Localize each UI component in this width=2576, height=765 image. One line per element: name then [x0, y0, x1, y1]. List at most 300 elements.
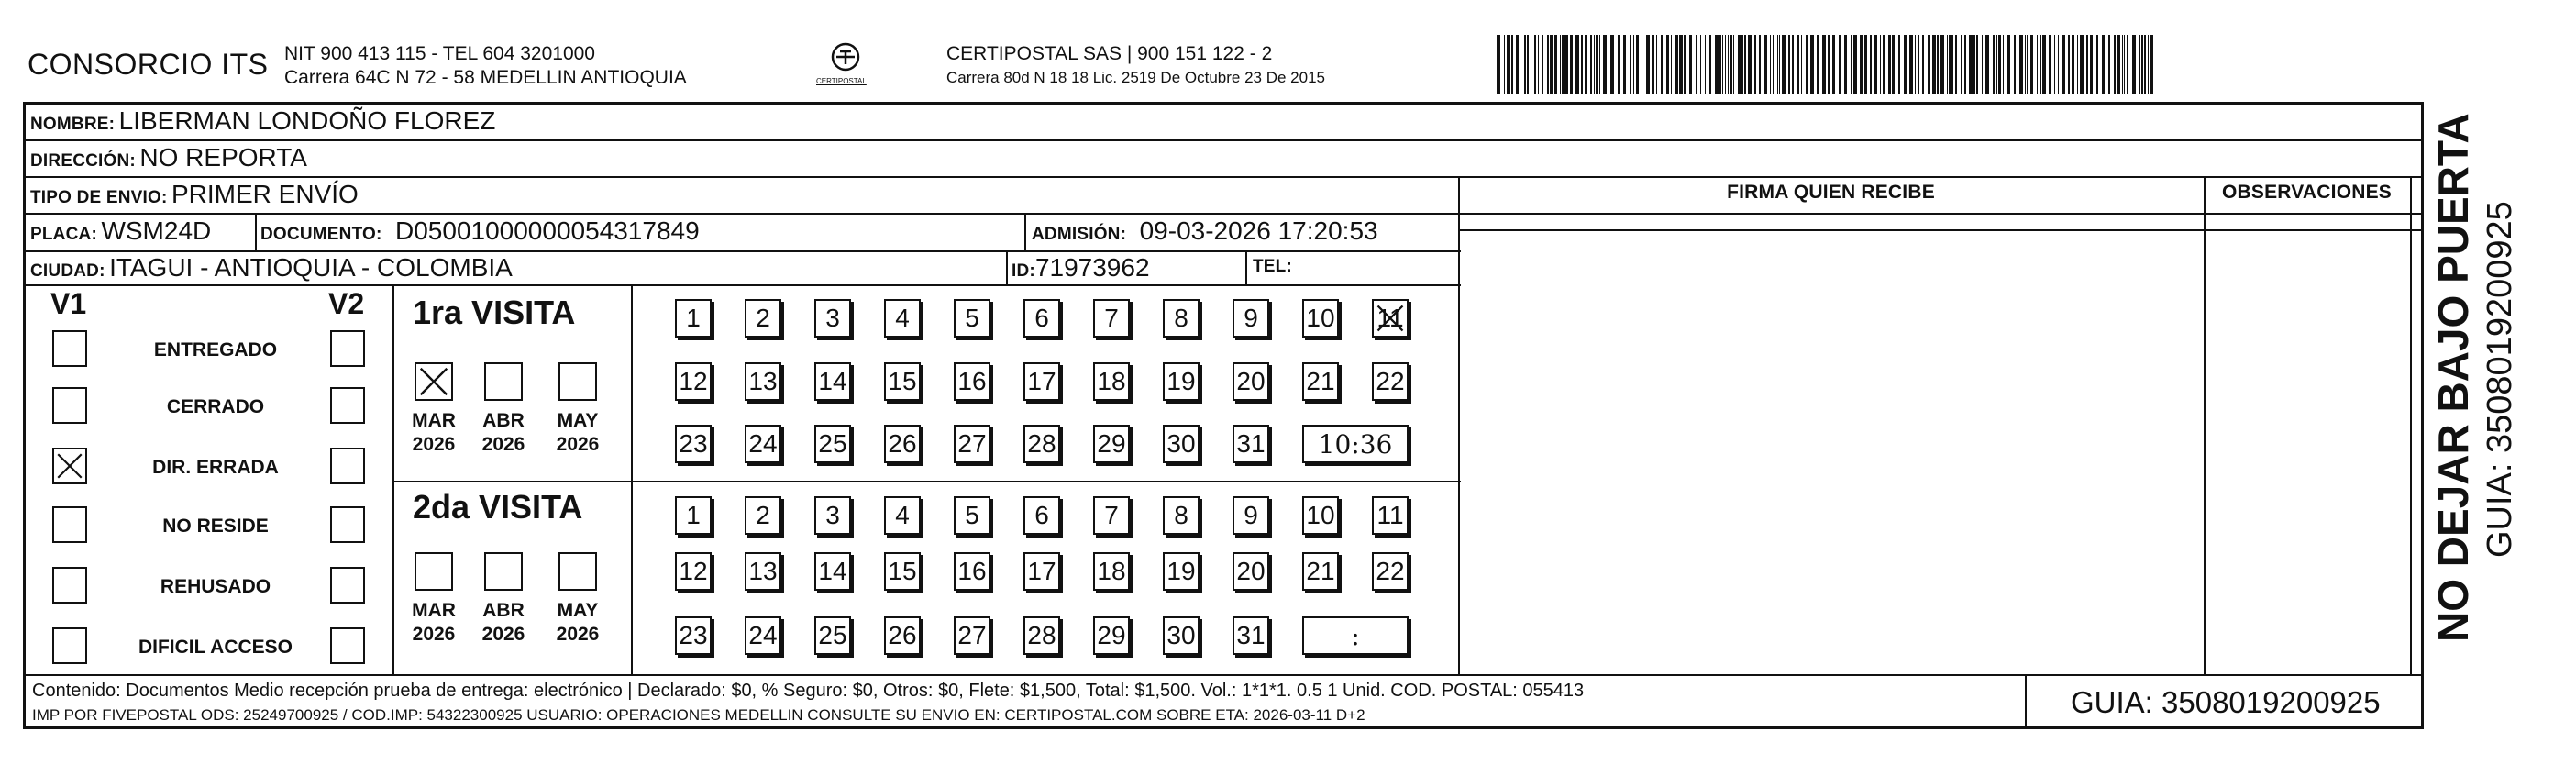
- admision-label: ADMISIÓN:: [1032, 225, 1127, 244]
- row-divider: [1458, 229, 2424, 231]
- second-visit-day[interactable]: 8: [1163, 496, 1200, 535]
- barcode-bar: [2007, 35, 2010, 94]
- status-label: NO RESIDE: [162, 516, 269, 537]
- barcode-bar: [1969, 35, 1973, 94]
- second-visit-day[interactable]: 20: [1233, 552, 1269, 591]
- barcode-bar: [1770, 35, 1771, 94]
- first-visit-day[interactable]: 24: [745, 425, 781, 463]
- second-visit-month-checkbox[interactable]: [415, 552, 453, 591]
- barcode-bar: [2096, 35, 2098, 94]
- month-label: ABR: [482, 600, 525, 621]
- v1-checkbox[interactable]: [52, 627, 87, 664]
- ciudad-row: [30, 253, 513, 283]
- first-visit-day[interactable]: 19: [1163, 362, 1200, 401]
- year-label: 2026: [481, 434, 525, 455]
- company-name: CONSORCIO ITS: [28, 48, 269, 81]
- barcode-bar: [1947, 35, 1948, 94]
- footer-divider: [23, 674, 2424, 676]
- barcode-bar: [1633, 35, 1634, 94]
- second-visit-day[interactable]: 27: [954, 616, 990, 655]
- row-divider: [23, 284, 1461, 286]
- v2-checkbox[interactable]: [330, 448, 365, 484]
- barcode-bar: [1993, 35, 1995, 94]
- col-divider: [631, 284, 633, 674]
- barcode-bar: [1675, 35, 1678, 94]
- row-divider: [23, 176, 2424, 178]
- footer-content-line: Contenido: Documentos Medio recepción prueba de entrega: electrónico | Declarado: $0, % Seguro: $0, Otros: $0, Flete: $1,500, Total: $1,500. Vol.: 1*1*1. 0.5 1 Unid. COD. POSTAL: 055413: [32, 681, 1585, 701]
- barcode-bar: [1892, 35, 1895, 94]
- col-divider: [1458, 176, 1460, 674]
- barcode-bar: [2114, 35, 2116, 94]
- barcode-bar: [1870, 35, 1872, 94]
- col-divider: [1006, 250, 1008, 284]
- barcode-bar: [1976, 35, 1978, 94]
- barcode-bar: [1828, 35, 1830, 94]
- first-visit-day[interactable]: 6: [1023, 299, 1060, 338]
- barcode-bar: [2141, 35, 2143, 94]
- barcode-bar: [1728, 35, 1729, 94]
- year-label: 2026: [556, 434, 600, 455]
- month-label: MAY: [557, 410, 599, 431]
- first-visit-day[interactable]: 1: [675, 299, 712, 338]
- visit-divider: [392, 481, 1461, 482]
- id-cell: [1012, 253, 1150, 283]
- month-label: MAR: [412, 410, 456, 431]
- barcode-bar: [1853, 35, 1857, 94]
- v1-checkbox[interactable]: [52, 387, 87, 424]
- second-visit-day[interactable]: 6: [1023, 496, 1060, 535]
- status-label: CERRADO: [166, 396, 265, 417]
- second-visit-day[interactable]: 22: [1372, 552, 1409, 591]
- barcode-bar: [1679, 35, 1683, 94]
- id-label: ID:: [1012, 261, 1035, 281]
- barcode-bar: [1741, 35, 1743, 94]
- second-visit-day[interactable]: 26: [884, 616, 921, 655]
- barcode-bar: [1560, 35, 1561, 94]
- second-visit-day[interactable]: 25: [814, 616, 851, 655]
- barcode-bar: [1773, 35, 1774, 94]
- second-visit-day[interactable]: 1: [675, 496, 712, 535]
- second-visit-day[interactable]: 4: [884, 496, 921, 535]
- barcode-bar: [1684, 35, 1686, 94]
- nit-line: NIT 900 413 115 - TEL 604 3201000: [284, 43, 595, 64]
- barcode-bar: [1709, 35, 1711, 94]
- barcode-bar: [1497, 35, 1500, 94]
- barcode-bar: [2027, 35, 2028, 94]
- barcode-bar: [1738, 35, 1741, 94]
- v1-header: V1: [50, 287, 87, 320]
- barcode-bar: [1733, 35, 1734, 94]
- first-visit-month-checkbox[interactable]: [558, 362, 597, 401]
- second-visit-title: 2da VISITA: [413, 488, 583, 526]
- barcode-bar: [1722, 35, 1723, 94]
- barcode-bar: [1623, 35, 1626, 94]
- barcode-bar: [1596, 35, 1598, 94]
- v2-checkbox[interactable]: [330, 330, 365, 367]
- logo-caption: CERTIPOSTAL: [816, 77, 867, 85]
- barcode-bar: [1839, 35, 1841, 94]
- first-visit-day[interactable]: 12: [675, 362, 712, 401]
- barcode-bar: [1730, 35, 1732, 94]
- barcode-bar: [2132, 35, 2136, 94]
- first-visit-day[interactable]: 28: [1023, 425, 1060, 463]
- barcode-bar: [1982, 35, 1983, 94]
- documento-cell: [260, 216, 700, 246]
- first-visit-time[interactable]: 10:36: [1302, 425, 1409, 463]
- barcode-bar: [1744, 35, 1746, 94]
- second-visit-day[interactable]: 21: [1302, 552, 1339, 591]
- second-visit-time[interactable]: :: [1302, 616, 1409, 655]
- barcode-bar: [1832, 35, 1835, 94]
- first-visit-day[interactable]: 27: [954, 425, 990, 463]
- address-line: Carrera 64C N 72 - 58 MEDELLIN ANTIOQUIA: [284, 67, 687, 88]
- barcode-bar: [1806, 35, 1808, 94]
- second-visit-day[interactable]: 12: [675, 552, 712, 591]
- barcode-bar: [1700, 35, 1701, 94]
- second-visit-day[interactable]: 29: [1093, 616, 1130, 655]
- barcode-bar: [1779, 35, 1780, 94]
- second-visit-day[interactable]: 19: [1163, 552, 1200, 591]
- barcode-bar: [1564, 35, 1568, 94]
- first-visit-day[interactable]: 13: [745, 362, 781, 401]
- second-visit-day[interactable]: 11: [1372, 496, 1409, 535]
- col-divider: [392, 284, 394, 674]
- col-divider: [2204, 176, 2206, 674]
- barcode-bar: [1594, 35, 1595, 94]
- barcode-bar: [1542, 35, 1543, 94]
- barcode-bar: [2124, 35, 2125, 94]
- v1-checkbox[interactable]: [52, 448, 87, 484]
- second-visit-day[interactable]: 31: [1233, 616, 1269, 655]
- barcode-bar: [1630, 35, 1631, 94]
- barcode-bar: [1788, 35, 1790, 94]
- x-mark-icon: [416, 364, 451, 399]
- first-visit-day[interactable]: 2: [745, 299, 781, 338]
- second-visit-day[interactable]: 30: [1163, 616, 1200, 655]
- second-visit-day[interactable]: 16: [954, 552, 990, 591]
- ciudad-label: CIUDAD:: [30, 261, 105, 281]
- barcode-bar: [1797, 35, 1799, 94]
- certipostal-info: [946, 42, 1325, 90]
- barcode-bar: [2086, 35, 2088, 94]
- barcode-bar: [1932, 35, 1936, 94]
- barcode-bar: [1961, 35, 1962, 94]
- v1-checkbox[interactable]: [52, 567, 87, 604]
- barcode-bar: [1904, 35, 1907, 94]
- barcode-bar: [1940, 35, 1944, 94]
- first-visit-day[interactable]: 11: [1372, 299, 1409, 338]
- barcode-bar: [1782, 35, 1786, 94]
- year-label: 2026: [412, 434, 456, 455]
- barcode-bar: [1656, 35, 1657, 94]
- first-visit-day[interactable]: 25: [814, 425, 851, 463]
- company-info: [284, 42, 687, 90]
- barcode-bar: [2030, 35, 2033, 94]
- certipostal-line: CERTIPOSTAL SAS | 900 151 122 - 2: [946, 43, 1273, 64]
- barcode-bar: [1554, 35, 1557, 94]
- first-visit-day[interactable]: 18: [1093, 362, 1130, 401]
- barcode-bar: [1996, 35, 1997, 94]
- barcode-bar: [1844, 35, 1847, 94]
- barcode-bar: [1590, 35, 1592, 94]
- barcode-bar: [1874, 35, 1877, 94]
- v2-checkbox[interactable]: [330, 627, 365, 664]
- barcode-bar: [2042, 35, 2046, 94]
- year-label: 2026: [556, 624, 600, 645]
- v2-checkbox[interactable]: [330, 506, 365, 543]
- barcode-bar: [1661, 35, 1663, 94]
- tipo-row: [30, 180, 359, 209]
- first-visit-day[interactable]: 20: [1233, 362, 1269, 401]
- second-visit-day[interactable]: 24: [745, 616, 781, 655]
- v2-header: V2: [328, 287, 365, 320]
- barcode-bar: [2058, 35, 2059, 94]
- barcode-bar: [1915, 35, 1916, 94]
- year-label: 2026: [481, 624, 525, 645]
- placa-value: WSM24D: [101, 216, 212, 245]
- barcode-bar: [1570, 35, 1573, 94]
- second-visit-day[interactable]: 28: [1023, 616, 1060, 655]
- second-visit-day[interactable]: 17: [1023, 552, 1060, 591]
- barcode-bar: [1928, 35, 1930, 94]
- barcode-bar: [1964, 35, 1966, 94]
- x-mark-icon: [1374, 301, 1407, 336]
- barcode-bar: [1527, 35, 1529, 94]
- barcode-bar: [1618, 35, 1620, 94]
- barcode-bar: [2150, 35, 2153, 94]
- firma-header: FIRMA QUIEN RECIBE: [1727, 182, 1935, 203]
- first-visit-month-checkbox[interactable]: [415, 362, 453, 401]
- nombre-value: LIBERMAN LONDOÑO FLOREZ: [118, 106, 496, 135]
- barcode-bar: [2049, 35, 2051, 94]
- first-visit-title: 1ra VISITA: [413, 294, 576, 331]
- first-visit-day[interactable]: 4: [884, 299, 921, 338]
- barcode-bar: [1883, 35, 1885, 94]
- barcode-bar: [1646, 35, 1650, 94]
- barcode-bar: [1764, 35, 1767, 94]
- id-value: 71973962: [1034, 253, 1150, 282]
- second-visit-month-checkbox[interactable]: [558, 552, 597, 591]
- barcode-bar: [1581, 35, 1583, 94]
- first-visit-day[interactable]: 16: [954, 362, 990, 401]
- second-visit-day[interactable]: 3: [814, 496, 851, 535]
- first-visit-day[interactable]: 29: [1093, 425, 1130, 463]
- row-divider: [23, 139, 2424, 141]
- barcode-bar: [1599, 35, 1600, 94]
- barcode-bar: [1550, 35, 1553, 94]
- barcode-bar: [1671, 35, 1672, 94]
- nombre-row: [30, 106, 495, 136]
- certipostal-logo-icon: [825, 39, 866, 83]
- barcode-bar: [1898, 35, 1900, 94]
- footer-imp-line: IMP POR FIVEPOSTAL ODS: 25249700925 / COD.IMP: 54322300925 USUARIO: OPERACIONES MEDELLIN CONSULTE SU ENVIO EN: CERTIPOSTAL.COM SOBRE ETA: 2026-03-11 D+2: [32, 706, 1365, 724]
- barcode-bar: [1636, 35, 1639, 94]
- barcode-bar: [2127, 35, 2128, 94]
- placa-label: PLACA:: [30, 225, 97, 244]
- first-visit-day[interactable]: 21: [1302, 362, 1339, 401]
- barcode-bar: [2072, 35, 2074, 94]
- month-label: ABR: [482, 410, 525, 431]
- barcode-bar: [1792, 35, 1794, 94]
- barcode-bar: [2080, 35, 2084, 94]
- second-visit-day[interactable]: 7: [1093, 496, 1130, 535]
- first-visit-day[interactable]: 8: [1163, 299, 1200, 338]
- admision-cell: [1032, 216, 1378, 246]
- admision-value: 09-03-2026 17:20:53: [1139, 216, 1378, 245]
- barcode-bar: [2090, 35, 2093, 94]
- barcode-bar: [1516, 35, 1519, 94]
- certipostal-address: Carrera 80d N 18 18 Lic. 2519 De Octubre 23 De 2015: [946, 69, 1325, 86]
- first-visit-day[interactable]: 30: [1163, 425, 1200, 463]
- ciudad-value: ITAGUI - ANTIOQUIA - COLOMBIA: [109, 253, 513, 282]
- nombre-label: NOMBRE:: [30, 115, 116, 134]
- second-visit-day[interactable]: 13: [745, 552, 781, 591]
- barcode-bar: [1759, 35, 1761, 94]
- documento-label: DOCUMENTO:: [260, 225, 382, 244]
- barcode-bar: [1689, 35, 1692, 94]
- barcode-bar: [1888, 35, 1891, 94]
- barcode-bar: [1585, 35, 1587, 94]
- second-visit-day[interactable]: 9: [1233, 496, 1269, 535]
- second-visit-day[interactable]: 5: [954, 496, 990, 535]
- direccion-value: NO REPORTA: [139, 143, 307, 172]
- barcode-bar: [1998, 35, 2001, 94]
- second-visit-day[interactable]: 15: [884, 552, 921, 591]
- second-visit-day[interactable]: 14: [814, 552, 851, 591]
- col-divider: [255, 213, 257, 250]
- first-visit-day[interactable]: 17: [1023, 362, 1060, 401]
- barcode-bar: [1547, 35, 1549, 94]
- first-visit-month-checkbox[interactable]: [484, 362, 523, 401]
- barcode-bar: [1810, 35, 1814, 94]
- barcode-bar: [1652, 35, 1654, 94]
- year-label: 2026: [412, 624, 456, 645]
- col-divider: [1245, 250, 1247, 284]
- barcode-bar: [1666, 35, 1669, 94]
- documento-value: D05001000000054317849: [395, 216, 700, 245]
- barcode-bar: [2144, 35, 2146, 94]
- col-divider: [2025, 674, 2027, 729]
- barcode-bar: [1705, 35, 1706, 94]
- barcode-bar: [2019, 35, 2023, 94]
- barcode-bar: [1973, 35, 1975, 94]
- barcode-bar: [1575, 35, 1579, 94]
- tipo-value: PRIMER ENVÍO: [171, 180, 359, 208]
- status-label: DIFICIL ACCESO: [138, 637, 293, 658]
- barcode-bar: [1562, 35, 1564, 94]
- barcode-bar: [2108, 35, 2110, 94]
- first-visit-day[interactable]: 3: [814, 299, 851, 338]
- second-visit-day[interactable]: 2: [745, 496, 781, 535]
- first-visit-day[interactable]: 23: [675, 425, 712, 463]
- first-visit-day[interactable]: 7: [1093, 299, 1130, 338]
- side-guia: GUIA: 3508019200925: [2481, 201, 2519, 558]
- tel-label: TEL:: [1253, 257, 1293, 276]
- side-warning: NO DEJAR BAJO PUERTA: [2429, 113, 2477, 642]
- barcode-bar: [1949, 35, 1951, 94]
- barcode-bar: [1725, 35, 1726, 94]
- barcode-bar: [2062, 35, 2065, 94]
- barcode-bar: [1777, 35, 1778, 94]
- barcode-bar: [1822, 35, 1826, 94]
- barcode-bar: [1851, 35, 1852, 94]
- barcode-bar: [1801, 35, 1802, 94]
- barcode-bar: [1715, 35, 1719, 94]
- status-label: DIR. ERRADA: [152, 457, 279, 478]
- barcode-bar: [1511, 35, 1513, 94]
- first-visit-day[interactable]: 15: [884, 362, 921, 401]
- status-label: ENTREGADO: [153, 339, 278, 360]
- barcode-bar: [2068, 35, 2070, 94]
- barcode-bar: [1880, 35, 1881, 94]
- barcode-bar: [1696, 35, 1697, 94]
- v2-checkbox[interactable]: [330, 567, 365, 604]
- first-visit-day[interactable]: 9: [1233, 299, 1269, 338]
- first-visit-day[interactable]: 22: [1372, 362, 1409, 401]
- second-visit-day[interactable]: 10: [1302, 496, 1339, 535]
- col-divider: [2410, 176, 2412, 674]
- barcode-bar: [1507, 35, 1510, 94]
- barcode-bar: [2102, 35, 2105, 94]
- tipo-label: TIPO DE ENVIO:: [30, 188, 168, 207]
- barcode-bar: [1538, 35, 1539, 94]
- status-label: REHUSADO: [160, 576, 271, 597]
- barcode-bar: [2037, 35, 2038, 94]
- barcode-bar: [1951, 35, 1953, 94]
- footer-guia: GUIA: 3508019200925: [2071, 685, 2381, 719]
- observaciones-header: OBSERVACIONES: [2221, 182, 2393, 203]
- month-label: MAR: [412, 600, 456, 621]
- barcode-bar: [2040, 35, 2041, 94]
- barcode-bar: [1955, 35, 1957, 94]
- barcode-bar: [1504, 35, 1505, 94]
- barcode-bar: [1534, 35, 1536, 94]
- barcode: [1497, 35, 2157, 94]
- second-visit-day[interactable]: 18: [1093, 552, 1130, 591]
- barcode-bar: [2025, 35, 2026, 94]
- barcode-bar: [1817, 35, 1819, 94]
- direccion-row: [30, 143, 307, 172]
- v2-checkbox[interactable]: [330, 387, 365, 424]
- x-mark-icon: [54, 449, 85, 482]
- barcode-bar: [1918, 35, 1919, 94]
- barcode-bar: [1719, 35, 1721, 94]
- direccion-label: DIRECCIÓN:: [30, 151, 136, 171]
- first-visit-day[interactable]: 31: [1233, 425, 1269, 463]
- v1-checkbox[interactable]: [52, 330, 87, 367]
- barcode-bar: [2077, 35, 2078, 94]
- barcode-bar: [2139, 35, 2140, 94]
- barcode-bar: [1922, 35, 1924, 94]
- barcode-bar: [2148, 35, 2149, 94]
- second-visit-day[interactable]: 23: [675, 616, 712, 655]
- barcode-bar: [2003, 35, 2004, 94]
- col-divider: [1024, 213, 1026, 250]
- first-visit-day[interactable]: 26: [884, 425, 921, 463]
- barcode-bar: [2054, 35, 2055, 94]
- second-visit-month-checkbox[interactable]: [484, 552, 523, 591]
- barcode-bar: [1937, 35, 1939, 94]
- barcode-bar: [1524, 35, 1526, 94]
- barcode-bar: [2117, 35, 2120, 94]
- first-visit-day[interactable]: 10: [1302, 299, 1339, 338]
- first-visit-day[interactable]: 14: [814, 362, 851, 401]
- barcode-bar: [1864, 35, 1867, 94]
- row-divider: [23, 213, 2424, 215]
- first-visit-day[interactable]: 5: [954, 299, 990, 338]
- v1-checkbox[interactable]: [52, 506, 87, 543]
- month-label: MAY: [557, 600, 599, 621]
